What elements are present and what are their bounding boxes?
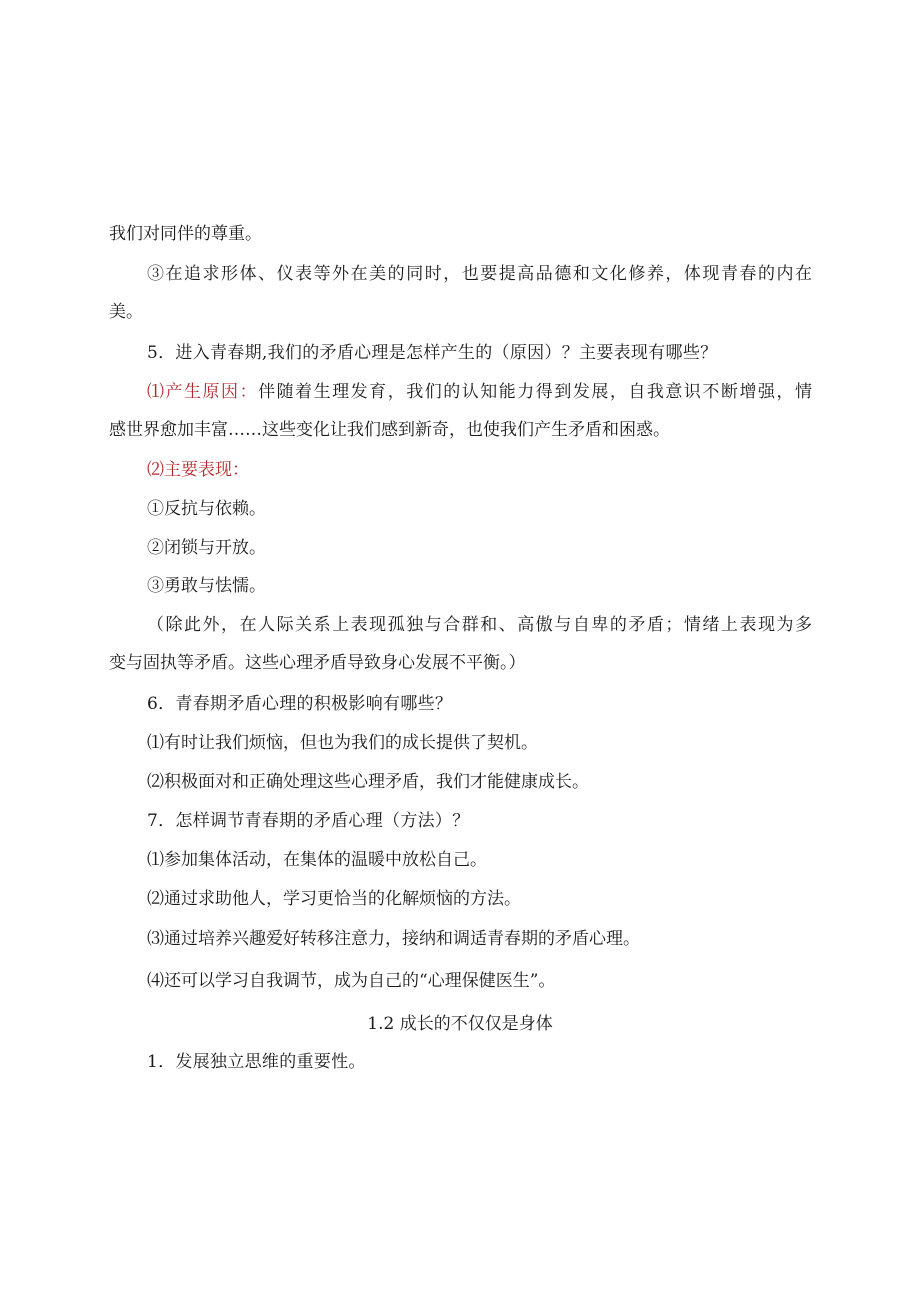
answer-line xyxy=(109,380,812,418)
question-heading-7: 7．怎样调节青春期的矛盾心理（方法）？ xyxy=(147,811,470,831)
answer-text: 伴随着生理发育，我们的认知能力得到发展，自我意识不断增强，情 xyxy=(258,382,813,402)
list-item: ⑵积极面对和正确处理这些心理矛盾，我们才能健康成长。 xyxy=(147,772,589,792)
answer-label-expression: ⑵主要表现： xyxy=(147,460,249,480)
question-heading-6: 6．青春期矛盾心理的积极影响有哪些？ xyxy=(147,694,453,714)
list-item: ②闭锁与开放。 xyxy=(147,538,266,558)
answer-cause-block xyxy=(109,380,812,456)
section-title: 1.2 成长的不仅仅是身体 xyxy=(367,1014,553,1034)
note-line: 变与固执等矛盾。这些心理矛盾导致身心发展不平衡。） xyxy=(109,653,526,673)
question-heading-5: 5．进入青春期,我们的矛盾心理是怎样产生的（原因）？主要表现有哪些？ xyxy=(147,343,718,363)
answer-label-cause: ⑴产生原因： xyxy=(147,382,259,402)
paragraph-line: 我们对同伴的尊重。 xyxy=(109,224,262,244)
subsection-heading: 1．发展独立思维的重要性。 xyxy=(147,1052,366,1072)
answer-line: 感世界愈加丰富……这些变化让我们感到新奇，也使我们产生矛盾和困惑。 xyxy=(109,420,670,440)
list-item: ①反抗与依赖。 xyxy=(147,499,266,519)
list-item: ⑵通过求助他人，学习更恰当的化解烦恼的方法。 xyxy=(147,889,521,909)
paragraph-line: ③在追求形体、仪表等外在美的同时，也要提高品德和文化修养，体现青春的内在 xyxy=(147,264,812,284)
list-item: ⑷还可以学习自我调节，成为自己的“心理保健医生”。 xyxy=(147,971,556,991)
list-item: ⑴参加集体活动，在集体的温暖中放松自己。 xyxy=(147,850,487,870)
paragraph-block xyxy=(109,262,812,338)
paragraph-line: 美。 xyxy=(109,302,143,322)
list-item: ③勇敢与怯懦。 xyxy=(147,576,266,596)
note-line: （除此外，在人际关系上表现孤独与合群和、高傲与自卑的矛盾；情绪上表现为多 xyxy=(147,615,812,635)
note-block xyxy=(109,613,812,689)
list-item: ⑴有时让我们烦恼，但也为我们的成长提供了契机。 xyxy=(147,733,538,753)
list-item: ⑶通过培养兴趣爱好转移注意力，接纳和调适青春期的矛盾心理。 xyxy=(147,929,640,949)
